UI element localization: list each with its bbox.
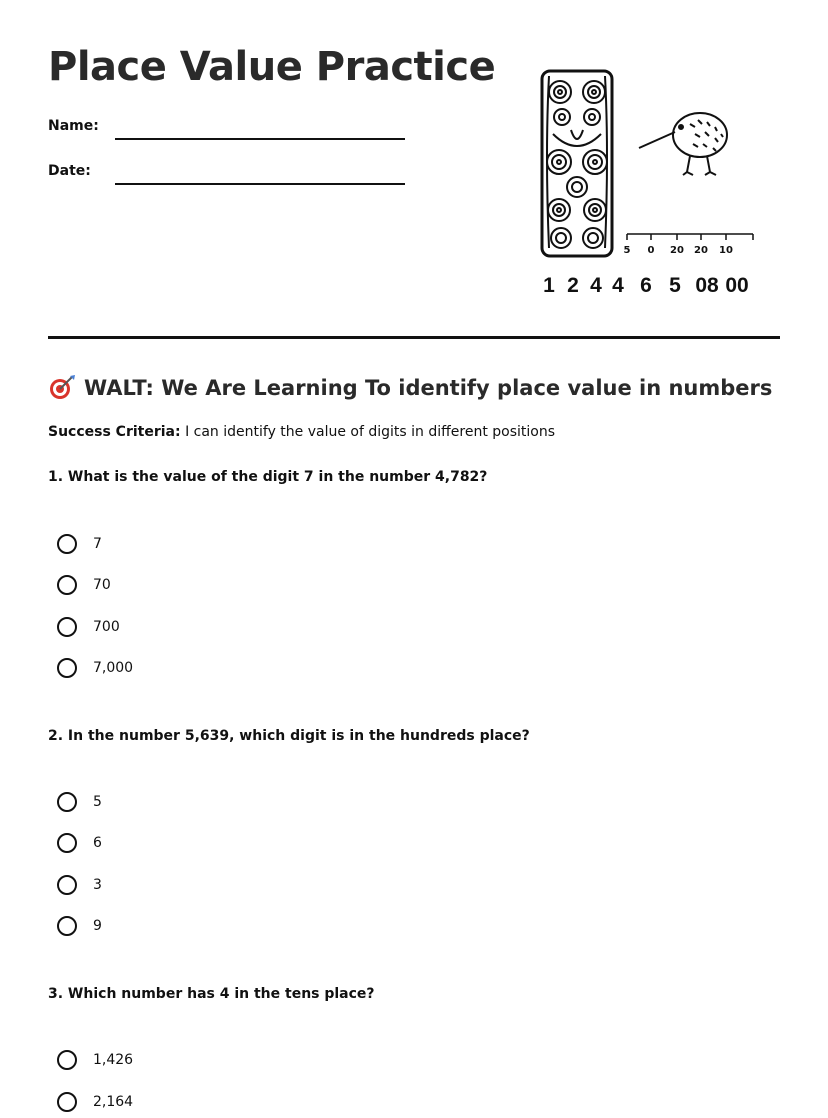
page-title: Place Value Practice (48, 44, 496, 90)
date-label: Date: (48, 163, 91, 179)
option-label[interactable]: 9 (93, 918, 102, 934)
header-illustration (535, 62, 765, 307)
answer-option[interactable] (57, 531, 102, 557)
option-label[interactable]: 5 (93, 794, 102, 810)
number-strip-digit: 00 (725, 274, 749, 297)
walt-text: WALT: We Are Learning To identify place value in numbers (84, 376, 773, 400)
scale-label: 10 (719, 245, 733, 256)
option-label[interactable]: 70 (93, 577, 111, 593)
answer-option[interactable] (57, 789, 102, 815)
success-criteria-label: Success Criteria: (48, 424, 181, 440)
scale-label: 5 (623, 245, 631, 256)
answer-option[interactable] (57, 872, 102, 898)
number-strip-digit: 4 (612, 274, 624, 297)
number-strip-digit: 6 (640, 274, 652, 297)
option-label[interactable]: 6 (93, 835, 102, 851)
radio-button[interactable] (57, 916, 77, 936)
radio-button[interactable] (57, 575, 77, 595)
scale-label: 0 (647, 245, 655, 256)
number-strip-digit: 1 (543, 274, 555, 297)
radio-button[interactable] (57, 833, 77, 853)
answer-option[interactable] (57, 572, 111, 598)
option-label[interactable]: 7 (93, 536, 102, 552)
number-strip-digit: 4 (590, 274, 602, 297)
target-icon (48, 374, 76, 405)
scale-label: 20 (670, 245, 684, 256)
scale-ruler-icon (627, 234, 753, 240)
radio-button[interactable] (57, 1092, 77, 1112)
answer-option[interactable] (57, 1089, 133, 1115)
name-label: Name: (48, 118, 99, 134)
radio-button[interactable] (57, 658, 77, 678)
number-strip-digit: 08 (695, 274, 719, 297)
answer-option[interactable] (57, 655, 133, 681)
kiwi-bird-icon (639, 113, 727, 175)
success-criteria-text: I can identify the value of digits in different positions (185, 424, 556, 440)
option-label[interactable]: 1,426 (93, 1052, 134, 1068)
scale-label: 20 (694, 245, 708, 256)
answer-option[interactable] (57, 830, 102, 856)
answer-option[interactable] (57, 614, 120, 640)
radio-button[interactable] (57, 617, 77, 637)
radio-button[interactable] (57, 1050, 77, 1070)
number-strip-digit: 2 (567, 274, 579, 297)
carved-pou-icon (542, 71, 612, 256)
option-label[interactable]: 3 (93, 877, 102, 893)
name-field[interactable] (115, 138, 405, 140)
number-strip-digit: 5 (669, 274, 681, 297)
walt-heading (48, 374, 772, 405)
answer-option[interactable] (57, 913, 102, 939)
radio-button[interactable] (57, 875, 77, 895)
option-label[interactable]: 2,164 (93, 1094, 134, 1110)
answer-option[interactable] (57, 1047, 133, 1073)
option-label[interactable]: 700 (93, 619, 120, 635)
date-field[interactable] (115, 183, 405, 185)
success-criteria (48, 424, 555, 440)
section-divider (48, 336, 780, 339)
question-2: 2. In the number 5,639, which digit is in the hundreds place? (48, 728, 530, 744)
question-3: 3. Which number has 4 in the tens place? (48, 986, 375, 1002)
question-1: 1. What is the value of the digit 7 in the number 4,782? (48, 469, 488, 485)
radio-button[interactable] (57, 534, 77, 554)
option-label[interactable]: 7,000 (93, 660, 134, 676)
radio-button[interactable] (57, 792, 77, 812)
